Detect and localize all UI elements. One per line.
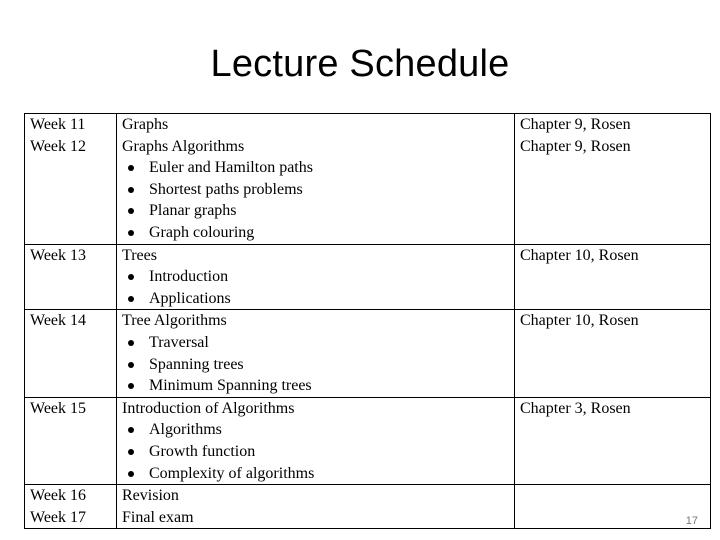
table-row — [25, 397, 711, 484]
topic-cell — [117, 397, 515, 484]
lecture-schedule-table — [24, 113, 710, 528]
week-label: Week 14 — [30, 312, 87, 330]
reference-cell-body — [520, 485, 706, 528]
reference-label: Chapter 9, Rosen — [520, 116, 631, 133]
topic-bullet-item — [122, 266, 510, 288]
topic-bullet-text: Euler and Hamilton paths — [149, 159, 313, 177]
topic-heading: Tree Algorithms — [122, 312, 227, 330]
table-row — [25, 244, 711, 310]
reference-cell — [515, 397, 711, 484]
slide-title: Lecture Schedule — [210, 43, 510, 85]
week-label: Week 12 — [30, 137, 87, 155]
bullet-icon — [128, 383, 134, 389]
topic-bullet-item — [122, 463, 510, 485]
topic-bullet-text: Shortest paths problems — [149, 180, 303, 198]
week-cell — [25, 485, 117, 529]
topic-bullet-item — [122, 157, 510, 179]
bullet-icon — [128, 362, 134, 368]
bullet-icon — [128, 471, 134, 477]
topic-bullet-text: Spanning trees — [149, 355, 244, 373]
page-number: 17 — [685, 515, 698, 528]
topic-bullet-item — [122, 375, 510, 397]
week-cell — [25, 244, 117, 310]
reference-label: Chapter 10, Rosen — [520, 312, 639, 330]
table-row — [25, 485, 711, 529]
topic-bullet-item — [122, 354, 510, 376]
reference-cell — [515, 114, 711, 245]
table-row — [25, 310, 711, 397]
bullet-icon — [128, 427, 134, 433]
topic-bullet-item — [122, 332, 510, 354]
schedule-body — [25, 114, 711, 529]
reference-cell — [515, 310, 711, 397]
topic-bullet-item — [122, 179, 510, 201]
reference-cell — [515, 244, 711, 310]
topic-heading: Trees — [122, 246, 157, 264]
reference-label: Chapter 9, Rosen — [520, 137, 631, 155]
topic-bullet-item — [122, 441, 510, 463]
bullet-icon — [128, 230, 134, 236]
week-label: Week 17 — [30, 508, 87, 526]
topic-cell — [117, 310, 515, 397]
topic-bullet-item — [122, 419, 510, 441]
topic-heading: Final exam — [122, 508, 194, 526]
topic-cell — [117, 485, 515, 529]
topic-bullet-text: Complexity of algorithms — [149, 464, 315, 482]
bullet-icon — [128, 165, 134, 171]
topic-heading: Revision — [122, 487, 179, 505]
topic-bullet-item — [122, 200, 510, 222]
bullet-icon — [128, 208, 134, 214]
reference-label: Chapter 10, Rosen — [520, 246, 639, 264]
bullet-icon — [128, 449, 134, 455]
topic-cell — [117, 244, 515, 310]
week-label: Week 16 — [30, 487, 87, 505]
reference-cell — [515, 485, 711, 529]
table-row — [25, 114, 711, 245]
schedule-grid — [24, 113, 711, 529]
topic-bullet-text: Graph colouring — [149, 223, 255, 241]
reference-label: Chapter 3, Rosen — [520, 399, 631, 417]
topic-bullet-text: Growth function — [149, 442, 256, 460]
bullet-icon — [128, 340, 134, 346]
week-cell — [25, 310, 117, 397]
topic-bullet-text: Minimum Spanning trees — [149, 377, 312, 395]
topic-heading: Introduction of Algorithms — [122, 399, 295, 417]
week-cell — [25, 397, 117, 484]
week-label: Week 15 — [30, 399, 87, 417]
topic-bullet-text: Algorithms — [149, 421, 222, 439]
topic-bullet-item — [122, 222, 510, 244]
topic-bullet-item — [122, 288, 510, 310]
topic-bullet-text: Traversal — [149, 333, 209, 351]
topic-bullet-text: Introduction — [149, 268, 229, 286]
topic-cell — [117, 114, 515, 245]
topic-bullet-text: Planar graphs — [149, 202, 237, 220]
bullet-icon — [128, 296, 134, 302]
week-label: Week 11 — [30, 116, 86, 133]
bullet-icon — [128, 187, 134, 193]
topic-bullet-text: Applications — [149, 289, 231, 307]
bullet-icon — [128, 274, 134, 280]
week-label: Week 13 — [30, 246, 87, 264]
week-cell — [25, 114, 117, 245]
topic-heading: Graphs Algorithms — [122, 137, 245, 155]
topic-heading: Graphs — [122, 116, 169, 133]
